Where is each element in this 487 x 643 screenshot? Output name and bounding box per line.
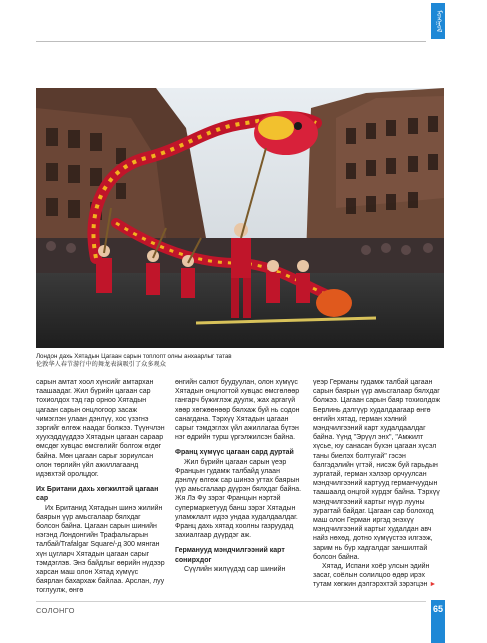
dragon-dance-illustration bbox=[36, 88, 444, 348]
paragraph: сарын амтат хоол хүнсийг амтархан таашаадаг. Жил бүрийн цагаан сар тохиолдох тэд гар орноо Хятадын цагаан сарын онцлогоор засаж чимэглэн улаан дэнлүү, хос үзэгнэ зэргийг өлгөж наадаг болжээ. Түүнчлэн хуухэддүүддээ Хятадын цагаан сараар өмсдөг хувцас өмсгөлийг болгож өгдөг байна. Мөн цагаан сарыг зориулсан олон төрлийн үйл ажиллагаанд идэвхтэй оролцдог. bbox=[36, 379, 165, 479]
section-heading: Франц хүмүүс цагаан сард дуртай bbox=[175, 449, 294, 457]
caption-chinese: 伦敦华人春节游行中的舞龙表演吸引了众多观众 bbox=[36, 361, 166, 368]
caption-mongolian: Лондон дахь Хятадын Цагаан сарын топлопт олны анхаарлыг татав bbox=[36, 353, 232, 360]
paragraph: өнгийн салют буудуулан, олон хүмүүс Хятадын онцлогтой хувцас өмсгөлөөр гангарч бүжиглэж дуулж, жах аргагүй хөөр хөгжөөнөөр бялхаж буй нь содон санагдана. Тэрхүү Хятадын цагаан сарыг тэмдэглэх үйл ажиллагаа бүтэн нэг өдрийн турш үргэлжилсэн байна. bbox=[175, 379, 300, 442]
section-heading: Германууд мэндчилгээний карт сонирхдог bbox=[175, 547, 285, 564]
page-header bbox=[0, 0, 487, 40]
paragraph: Жил бүрийн цагаан сарын үеэр Францын гудамж талбайд улаан дэнлүү өлгөж сар шинээ угтах баярын үүр амьсгалаар дүүрэн бялхдаг байна. Жя Лэ Фу зэрэг Францын нэртэй супермаркетууд банш зэрэг Хятадын уламжлалт идээ ундаа худалдаалдаг. Франц дахь хятад хоолны газруудад захиалгаар дүүрдэг аж. bbox=[175, 458, 302, 540]
section-tab: ᠮᠣᠩᠭᠣᠯ bbox=[431, 3, 445, 39]
paragraph bbox=[313, 562, 442, 590]
footer-divider bbox=[36, 601, 426, 602]
continue-arrow-icon: ► bbox=[429, 581, 437, 589]
paragraph: үеэр Германы гудамж талбай цагаан сарын баярын үүр амьсгалаар бялхдаг болжээ. Цагаан сарын баяр тохиолдож Берлинь дэлгүүр худалдаагаар өнгө өнгийн хятад, герман хэлний мэндчилгээний карт худалдаалдаг байна. Үүнд "Эрүүл энх", "Амжилт хүсье, юу санасан бүхэн цагаан хүсэл таны биелэх болтугай" гэсэн бэлгэдэлийн үгтэй, нисэж буй гарьдын зургатай, герман хэлээр орчуулсан мэндчилгээний картууд германчуудын таашаалд онцгой хүрдэг байна. Тэрхүү мэндчилгээний картыг нүүр лууны зурагтай байдаг. Цагаан сар болоход маш олон Герман иргэд энэхүү мэндчилгээний картыг худалдан авч найз нөхөд, дотно хүмүүстээ илгээж, зарим нь бүр хадгалдаг заншилтай болсон байна. bbox=[313, 379, 441, 561]
header-divider bbox=[36, 41, 426, 42]
paragraph: Их Британид Хятадын шинэ жилийн баярын үүр амьсгалаар бялхдаг болсон байна. Цагаан сарын шинийн нэгэнд Лондонгийн Трафальгарын талбай/Trafalgar Square/-д 300 мянган хүн цугларч Хятадын цагаан сарыг тэмдэглэв. Энэ байдлыг өөрийн нүдээр харсан маш олон Хятад хүмүүс баярлан бахархаж байлаа. Арслан, луу тоглуулж, өнгө bbox=[36, 504, 165, 595]
section-heading: Их Британи дахь хөгжилтэй цагаан сар bbox=[36, 486, 159, 503]
photo-caption bbox=[36, 353, 356, 369]
dragon-dance-photo bbox=[36, 88, 444, 348]
article-column-3 bbox=[313, 378, 442, 590]
page-number: 65 bbox=[431, 600, 445, 643]
paragraph: Сүүлийн жилүүдэд сар шинийн bbox=[184, 565, 286, 573]
article-column-1 bbox=[36, 378, 165, 596]
article-column-2 bbox=[175, 378, 304, 574]
magazine-name: СОЛОНГО bbox=[36, 606, 75, 615]
paragraph-text: Хятад, Испани хоёр улсын эдийн засаг, соёлын солилцоо өдөр ирэх тутам хөгжин дэлгэрэхтэй зэрэгцэн bbox=[313, 563, 430, 589]
